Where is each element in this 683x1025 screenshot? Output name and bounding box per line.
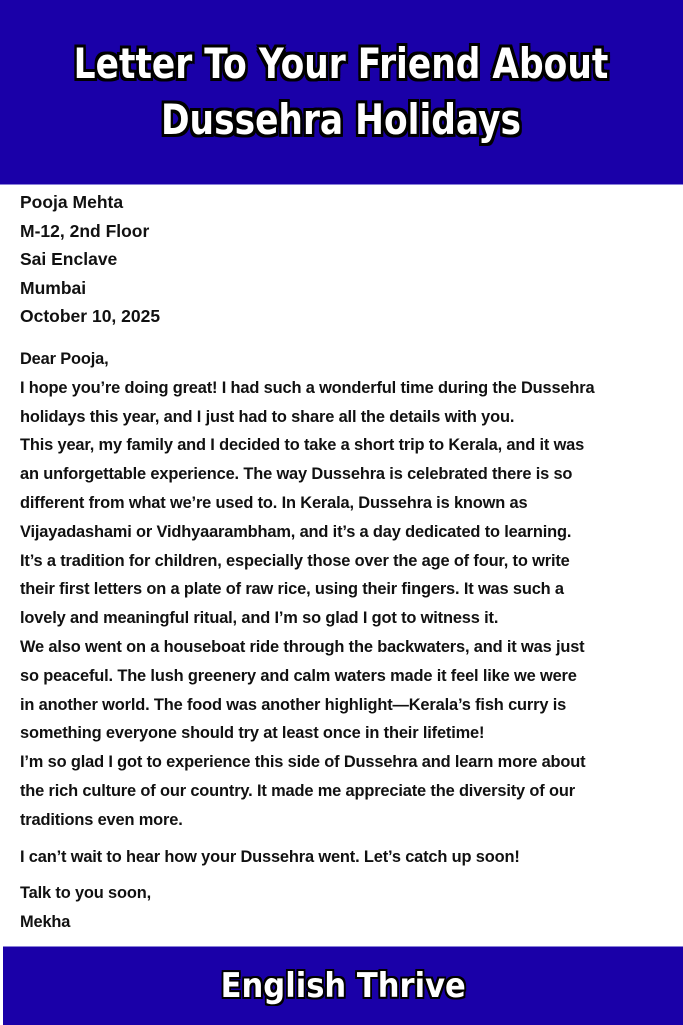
body-line: Vijayadashami or Vidhyaarambham, and it’s a day dedicated to learning. (20, 522, 572, 541)
body-line: It’s a tradition for children, especially those over the age of four, to write (20, 551, 570, 570)
footer-banner (3, 946, 683, 1025)
body-line: something everyone should try at least once in their lifetime! (20, 724, 485, 743)
letter-body (20, 345, 675, 835)
address-city: Mumbai (20, 277, 87, 298)
address-name: Pooja Mehta (20, 192, 124, 212)
title-line-1: Letter To Your Friend About (74, 39, 609, 88)
title-banner (0, 0, 683, 185)
salutation: Dear Pooja, (20, 349, 109, 368)
address-locality: Sai Enclave (20, 249, 118, 270)
body-line: in another world. The food was another highlight—Kerala’s fish curry is (20, 695, 567, 714)
signoff: Talk to you soon, (20, 884, 152, 903)
signoff-block (20, 879, 675, 937)
address-flat: M-12, 2nd Floor (20, 220, 150, 241)
title-line-2: Dussehra Holidays (161, 95, 522, 144)
body-line: their first letters on a plate of raw rice, using their fingers. It was such a (20, 580, 564, 599)
body-line: an unforgettable experience. The way Dussehra is celebrated there is so (20, 465, 573, 484)
body-line: I’m so glad I got to experience this side of Dussehra and learn more about (20, 753, 586, 772)
body-line: different from what we’re used to. In Kerala, Dussehra is known as (20, 493, 528, 512)
body-line: so peaceful. The lush greenery and calm waters made it feel like we were (20, 666, 577, 685)
page-title (74, 36, 609, 148)
body-line: We also went on a houseboat ride through the backwaters, and it was just (20, 637, 585, 656)
body-line: traditions even more. (20, 810, 183, 829)
body-line: I hope you’re doing great! I had such a wonderful time during the Dussehra (20, 378, 595, 397)
letter-date: October 10, 2025 (20, 306, 161, 327)
body-line: holidays this year, and I just had to share all the details with you. (20, 407, 515, 426)
signature: Mekha (20, 913, 71, 932)
letter (20, 188, 675, 937)
body-line: This year, my family and I decided to take a short trip to Kerala, and it was (20, 436, 585, 455)
sender-address-block (20, 188, 675, 331)
closing-line: I can’t wait to hear how your Dussehra went. Let’s catch up soon! (20, 847, 520, 866)
body-line: lovely and meaningful ritual, and I’m so glad I got to witness it. (20, 609, 499, 628)
brand-name: English Thrive (220, 966, 466, 1006)
body-line: the rich culture of our country. It made me appreciate the diversity of our (20, 781, 575, 800)
